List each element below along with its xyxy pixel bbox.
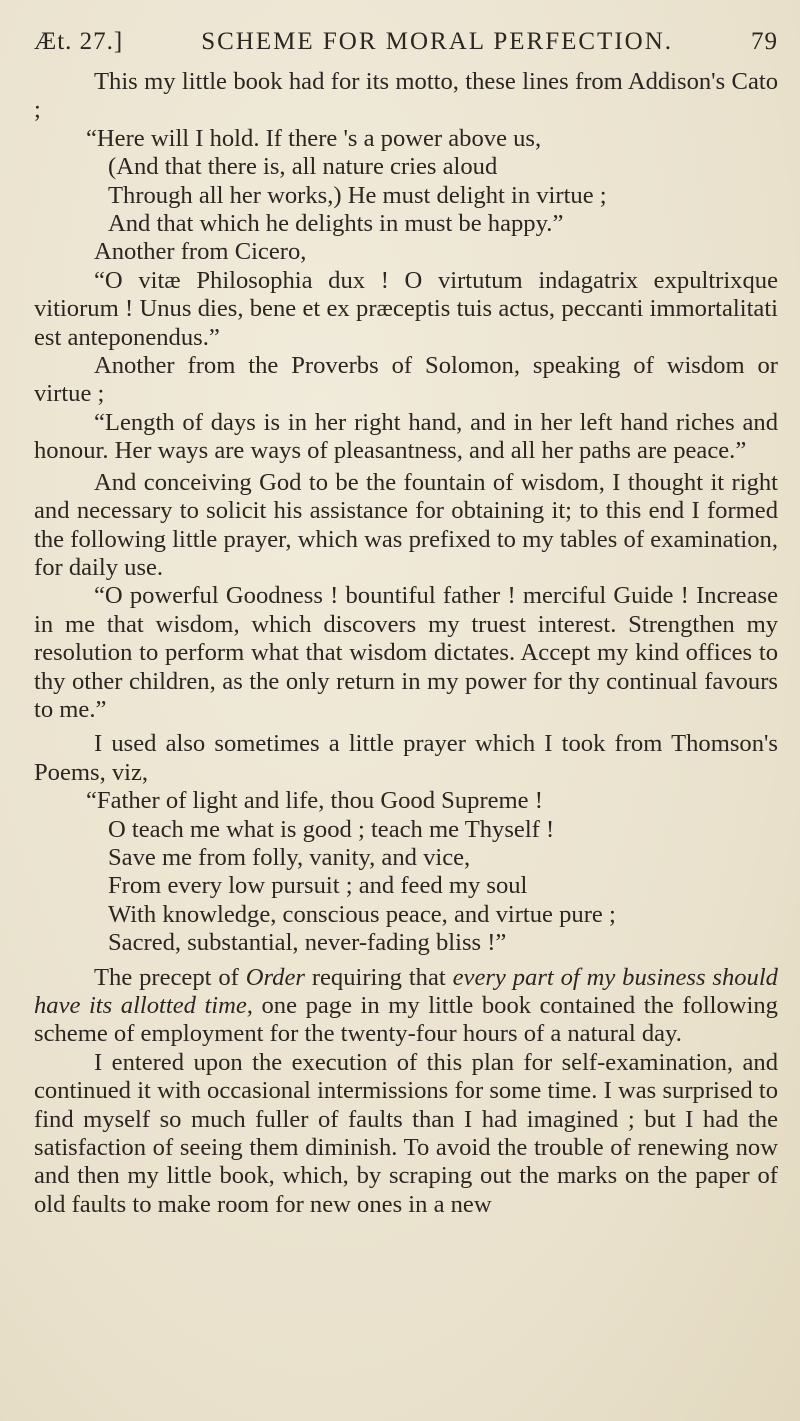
paragraph-motto-intro: This my little book had for its motto, these lines from Addison's Cato ;	[34, 68, 778, 124]
quote-line: From every low pursuit ; and feed my soul	[108, 872, 528, 900]
quote-line: (And that there is, all nature cries aloud	[108, 153, 498, 181]
italic-order: Order	[245, 963, 305, 991]
italic-precept: every part of my business should have its allotted time,	[34, 963, 778, 1019]
page-number: 79	[750, 28, 778, 55]
paragraph-proverbs-quote: “Length of days is in her right hand, and in her left hand riches and honour. Her ways are ways of pleasantness, and all her paths are peace.”	[34, 408, 778, 465]
text-run: requiring that	[304, 963, 453, 991]
running-title: SCHEME FOR MORAL PERFECTION.	[201, 28, 674, 55]
quote-thomson	[34, 787, 778, 957]
quote-line: With knowledge, conscious peace, and virtue pure ;	[108, 900, 616, 928]
chapter-age-marker: Æt. 27.]	[34, 28, 124, 55]
quote-line: “Father of light and life, thou Good Supreme !	[86, 787, 543, 815]
paragraph-prayer-intro: And conceiving God to be the fountain of wisdom, I thought it right and necessary to solicit his assistance for obtaining it; to this end I formed the following little prayer, which was prefixed to my tables of examination, for daily use.	[34, 468, 778, 581]
paragraph-cicero-quote: “O vitæ Philosophia dux ! O virtutum indagatrix expultrixque vitiorum ! Unus dies, bene et ex præceptis tuis actus, peccanti immortalitati est anteponendus.”	[34, 266, 778, 351]
quote-line: And that which he delights in must be happy.”	[108, 210, 564, 238]
paragraph-order-precept	[34, 964, 778, 1049]
paragraph-execution: I entered upon the execution of this plan for self-examination, and continued it with occasional intermissions for some time. I was surprised to find myself so much fuller of faults than I had imagined ; but I had the satisfaction of seeing them diminish. To avoid the trouble of renewing now and then my little book, which, by scraping out the marks on the paper of old faults to make room for new ones in a new	[34, 1048, 778, 1218]
running-head	[34, 28, 778, 56]
quote-line: Through all her works,) He must delight in virtue ;	[108, 181, 607, 209]
paragraph-prayer: “O powerful Goodness ! bountiful father ! merciful Guide ! Increase in me that wisdom, which discovers my truest interest. Strengthen my resolution to perform what that wisdom dictates. Accept my kind offices to thy other children, as the only return in my power for thy continual favours to me.”	[34, 582, 778, 723]
text-run: The precept of	[94, 963, 246, 991]
quote-line: O teach me what is good ; teach me Thyself !	[108, 815, 555, 843]
quote-line: Sacred, substantial, never-fading bliss !”	[108, 929, 507, 957]
paragraph-cicero-intro: Another from Cicero,	[94, 238, 307, 266]
paragraph-thomson-intro: I used also sometimes a little prayer which I took from Thomson's Poems, viz,	[34, 730, 778, 786]
quote-line: Save me from folly, vanity, and vice,	[108, 843, 471, 871]
quote-addison	[34, 125, 778, 239]
quote-line: “Here will I hold. If there 's a power above us,	[86, 124, 542, 152]
text-run: one page in my little book contained the following scheme of employment for the twenty-four hours of a natural day.	[34, 992, 778, 1048]
paragraph-proverbs-intro: Another from the Proverbs of Solomon, speaking of wisdom or virtue ;	[34, 352, 778, 408]
